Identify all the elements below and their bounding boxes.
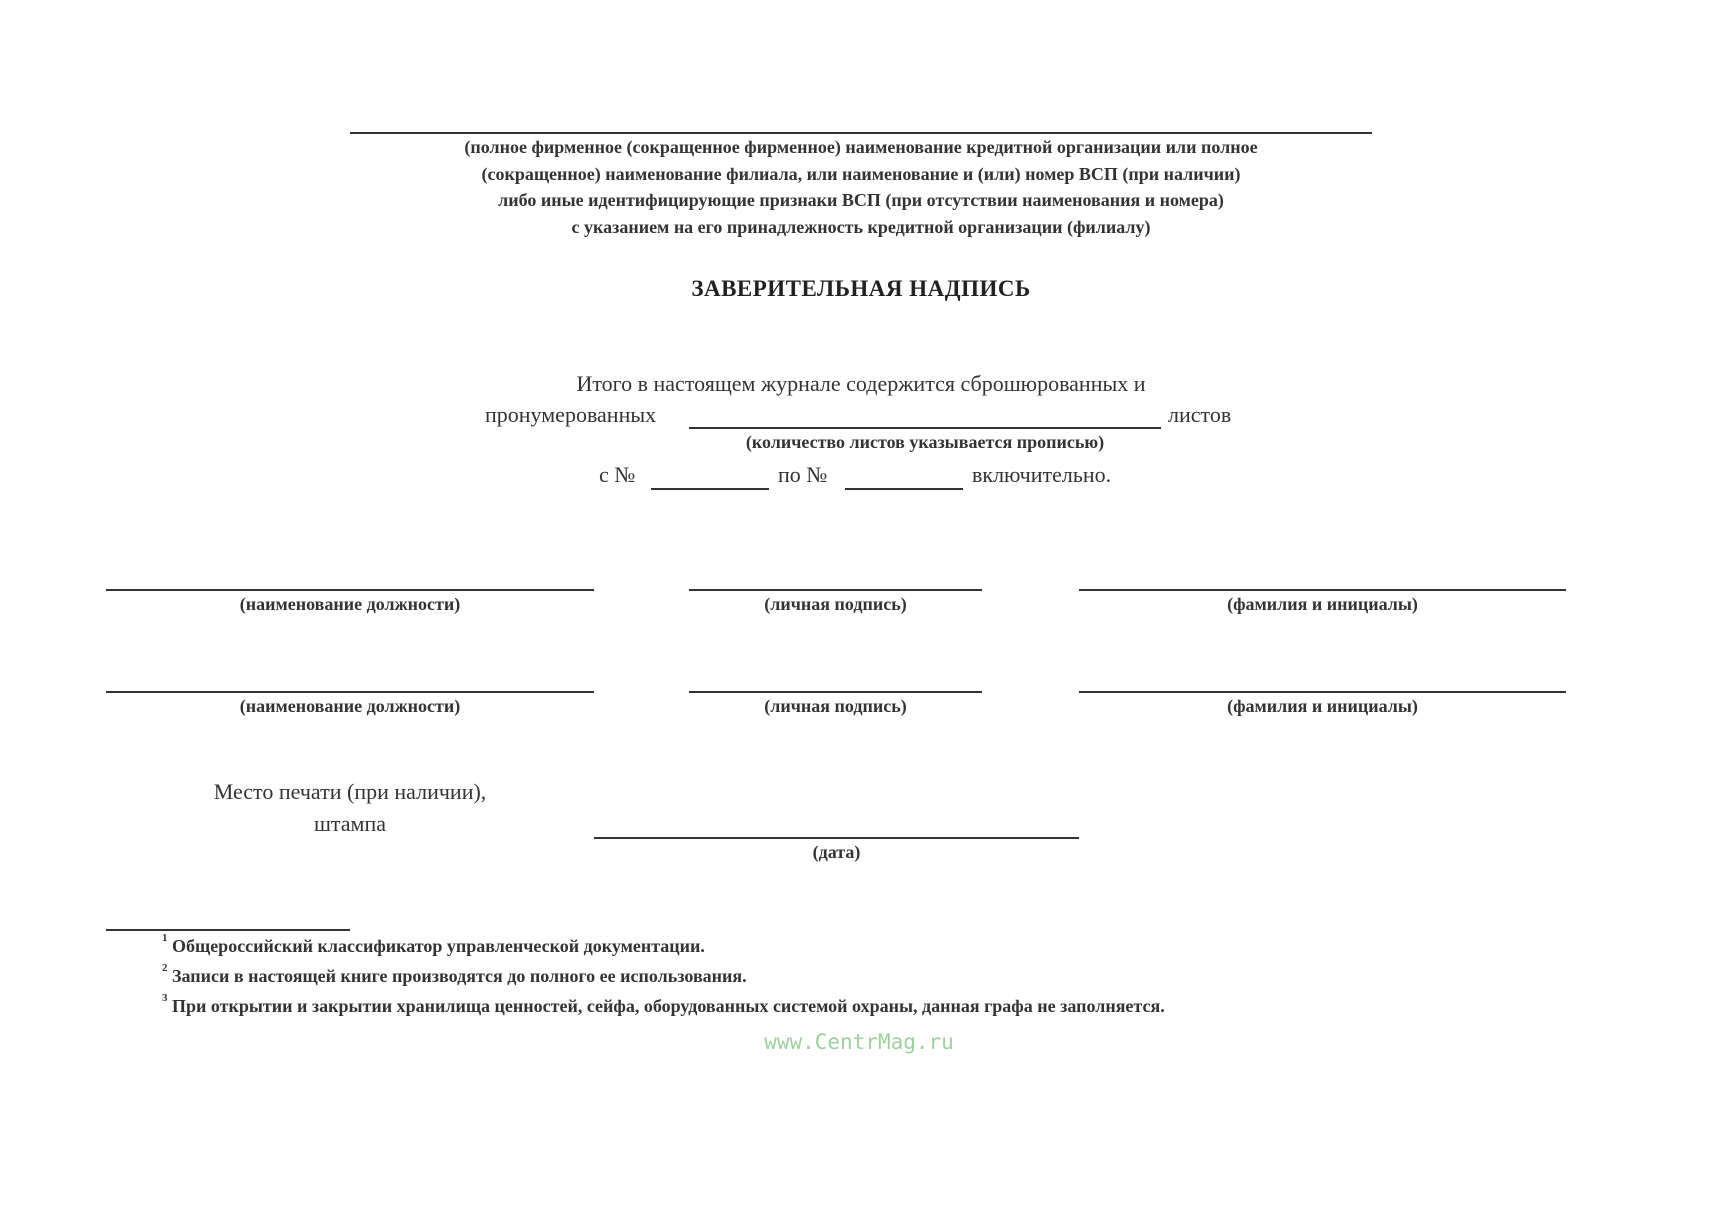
position-field[interactable] <box>106 589 594 591</box>
footnote-text: Записи в настоящей книге производятся до полного ее использования. <box>172 966 747 986</box>
position-field[interactable] <box>106 691 594 693</box>
signature-caption: (личная подпись) <box>764 696 907 716</box>
to-number-label: по № <box>778 462 828 487</box>
name-field[interactable] <box>1079 691 1566 693</box>
to-number-field[interactable] <box>845 488 963 490</box>
inclusive-label: включительно. <box>972 462 1112 487</box>
stamp-place <box>150 776 550 840</box>
name-caption: (фамилия и инициалы) <box>1227 696 1418 716</box>
document-title: ЗАВЕРИТЕЛЬНАЯ НАДПИСЬ <box>691 276 1031 301</box>
signature-field[interactable] <box>689 691 982 693</box>
footnote <box>162 932 705 957</box>
stamp-line-1: Место печати (при наличии), <box>213 779 487 804</box>
name-caption: (фамилия и инициалы) <box>1227 594 1418 614</box>
watermark: www.CentrMag.ru <box>764 1030 954 1054</box>
footnote-number: 3 <box>162 992 168 1004</box>
signature-caption: (личная подпись) <box>764 594 907 614</box>
footnote-text: При открытии и закрытии хранилища ценностей, сейфа, оборудованных системой охраны, данная графа не заполняется. <box>172 996 1165 1016</box>
org-name-caption <box>350 134 1372 240</box>
statement-line-1: Итого в настоящем журнале содержится сброшюрованных и <box>576 371 1146 396</box>
statement-suffix: листов <box>1168 402 1232 427</box>
name-field[interactable] <box>1079 589 1566 591</box>
footnote-text: Общероссийский классификатор управленческой документации. <box>172 936 705 956</box>
org-caption-line-3: либо иные идентифицирующие признаки ВСП (при отсутствии наименования и номера) <box>498 190 1224 210</box>
footnote-number: 1 <box>162 932 168 944</box>
signature-field[interactable] <box>689 589 982 591</box>
org-caption-line-2: (сокращенное) наименование филиала, или наименование и (или) номер ВСП (при наличии) <box>481 163 1241 184</box>
footnote-separator <box>106 929 350 931</box>
org-caption-line-4: с указанием на его принадлежность кредитной организации (филиалу) <box>571 216 1151 237</box>
stamp-line-2: штампа <box>313 811 387 836</box>
statement-prefix: пронумерованных <box>485 402 657 427</box>
date-field[interactable] <box>594 837 1079 839</box>
from-number-field[interactable] <box>651 488 769 490</box>
footnote <box>162 992 1165 1017</box>
sheet-count-field[interactable] <box>689 427 1161 429</box>
position-caption: (наименование должности) <box>239 696 461 716</box>
position-caption: (наименование должности) <box>239 594 461 614</box>
from-number-label: с № <box>599 462 636 487</box>
footnote <box>162 962 747 987</box>
sheet-count-caption: (количество листов указывается прописью) <box>745 432 1105 452</box>
footnote-number: 2 <box>162 962 168 974</box>
date-caption: (дата) <box>812 842 861 862</box>
org-caption-line-1: (полное фирменное (сокращенное фирменное) наименование кредитной организации или полное <box>464 137 1258 157</box>
